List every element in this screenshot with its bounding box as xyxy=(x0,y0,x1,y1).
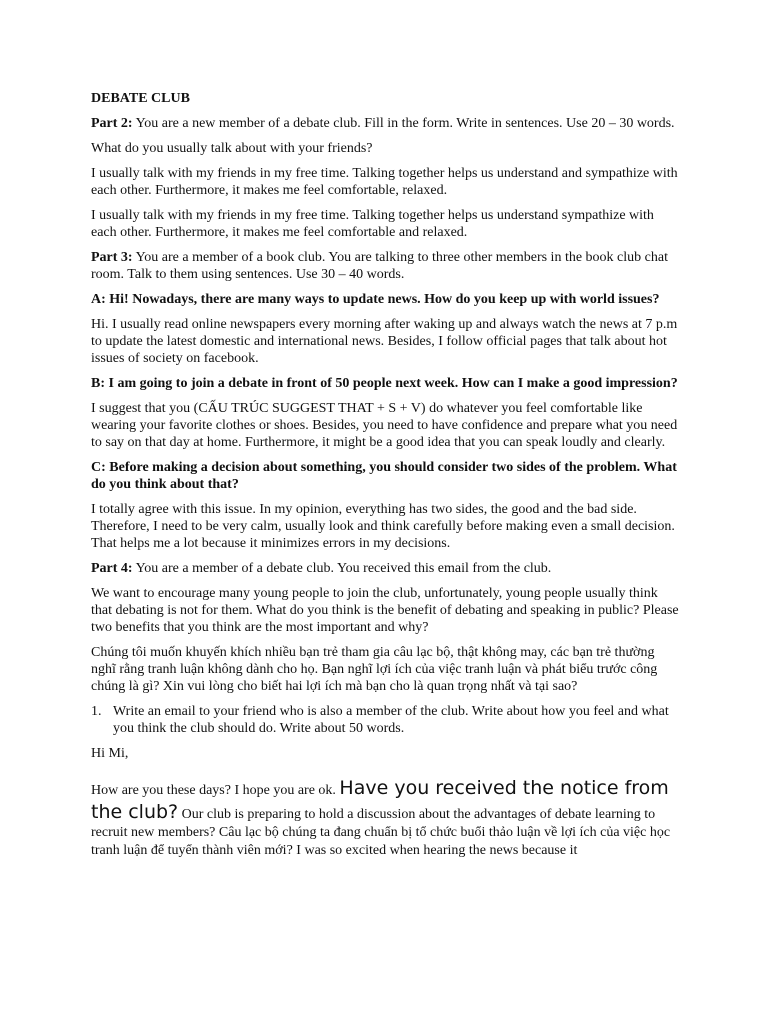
document-title: DEBATE CLUB xyxy=(91,91,190,106)
part2-instruction-text: You are a new member of a debate club. Fill in the form. Write in sentences. Use 20 – 30 words. xyxy=(132,116,675,131)
part4-instruction xyxy=(91,560,681,577)
part3-question-a: A: Hi! Nowadays, there are many ways to update news. How do you keep up with world issues? xyxy=(91,292,660,307)
part4-task-text: Write an email to your friend who is also a member of the club. Write about how you feel and what you think the club should do. Write about 50 words. xyxy=(113,704,669,736)
part3-question-b: B: I am going to join a debate in front of 50 people next week. How can I make a good impression? xyxy=(91,376,678,391)
part2-instruction xyxy=(91,115,681,132)
part3-answer-a: Hi. I usually read online newspapers every morning after waking up and always watch the news at 7 p.m to update the latest domestic and international news. Besides, I follow official pages that talk about hot issues of society on facebook. xyxy=(91,317,678,366)
letter-body-large: Have you received the notice from the club? xyxy=(91,777,669,823)
letter-body-part2: Our club is preparing to hold a discussion about the advantages of debate learning to recruit new members? Câu lạc bộ chúng ta đang chuẩn bị tổ chức buổi thảo luận về lợi ích của việc học tranh luận để tuyển thành viên mới? I was so excited when hearing the news because it xyxy=(91,807,671,858)
part2-question: What do you usually talk about with your friends? xyxy=(91,141,373,156)
document-page xyxy=(91,90,681,868)
part4-translation: Chúng tôi muốn khuyến khích nhiều bạn trẻ tham gia câu lạc bộ, thật không may, các bạn trẻ thường nghĩ rằng tranh luận không dành cho họ. Bạn nghĩ lợi ích của việc tranh luận và phát biểu trước công chúng là gì? Xin vui lòng cho biết hai lợi ích mà bạn cho là quan trọng nhất và tại sao? xyxy=(91,645,658,694)
part3-label: Part 3: xyxy=(91,250,133,265)
part3-instruction xyxy=(91,249,681,283)
part4-email: We want to encourage many young people to join the club, unfortunately, young people usually think that debating is not for them. What do you think is the benefit of debating and speaking in public? Please two benefits that you think are the most important and why? xyxy=(91,586,679,635)
part2-answer-1: I usually talk with my friends in my free time. Talking together helps us understand and sympathize with each other. Furthermore, it makes me feel comfortable, relaxed. xyxy=(91,166,678,198)
letter-body-part1: How are you these days? I hope you are ok. xyxy=(91,783,340,798)
part3-instruction-text: You are a member of a book club. You are talking to three other members in the book club chat room. Talk to them using sentences. Use 30 – 40 words. xyxy=(91,250,668,282)
letter-greeting: Hi Mi, xyxy=(91,746,129,761)
part3-question-c: C: Before making a decision about something, you should consider two sides of the problem. What do you think about that? xyxy=(91,460,677,492)
part4-label: Part 4: xyxy=(91,561,133,576)
letter-body xyxy=(91,776,681,860)
part3-answer-b: I suggest that you (CẤU TRÚC SUGGEST THAT + S + V) do whatever you feel comfortable like wearing your favorite clothes or shoes. Besides, you need to have confidence and prepare what you need to say on that day at home. Furthermore, it might be a good idea that you can speak loudly and clearly. xyxy=(91,401,678,450)
part2-label: Part 2: xyxy=(91,116,133,131)
part4-task-item xyxy=(91,703,681,737)
part4-instruction-text: You are a member of a debate club. You received this email from the club. xyxy=(132,561,552,576)
part4-task-number: 1. xyxy=(91,704,102,719)
part3-answer-c: I totally agree with this issue. In my opinion, everything has two sides, the good and the bad side. Therefore, I need to be very calm, usually look and think carefully before making even a small decision. That helps me a lot because it minimizes errors in my decisions. xyxy=(91,502,675,551)
part2-answer-2: I usually talk with my friends in my free time. Talking together helps us understand sympathize with each other. Furthermore, it makes me feel comfortable and relaxed. xyxy=(91,208,654,240)
